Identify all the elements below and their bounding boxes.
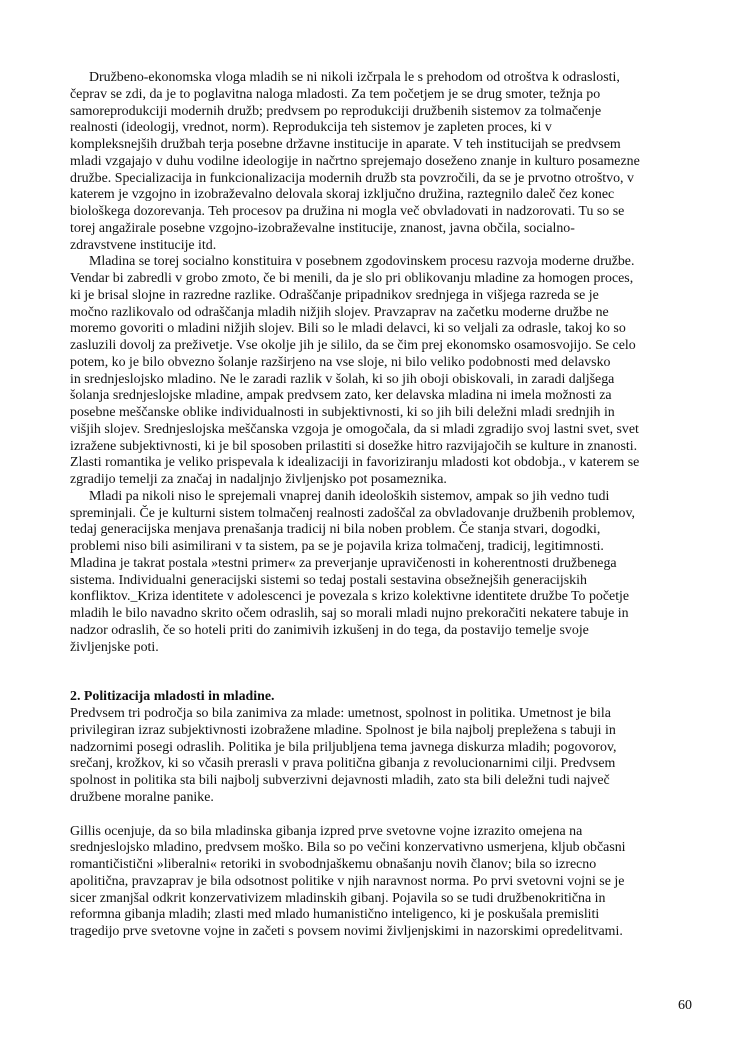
text-line: nadzor odraslih, če so hoteli priti do zanimivih izkušenj in do tega, da postavijo temelje svoje [70, 622, 589, 638]
text-line: samoreprodukciji modernih družb; predvsem po reprodukciji družbenih sistemov za tolmačenje [70, 103, 602, 119]
text-line: problemi niso bili asimilirani v ta sistem, pa se je pojavila kriza tolmačenj, tradicij, legitimnosti. [70, 539, 604, 554]
text-line: Zlasti romantika je veliko prispevala k idealizaciji in favoriziranju mladosti kot obdobja., v katerem se [70, 455, 640, 471]
text-line: družbene moralne panike. [70, 789, 214, 805]
text-line: apolitična, pravzaprav je bila odsotnost politike v njih naravnost norma. Po prvi svetovni vojni se je [70, 873, 625, 889]
text-line: Vendar bi zabredli v grobo zmoto, če bi menili, da je slo pri oblikovanju mladine za homogen proces, [70, 271, 634, 286]
section-heading: 2. Politizacija mladosti in mladine. [70, 689, 275, 705]
text-line: kompleksnejših družbah terja posebne državne institucije in aparate. V teh institucijah se predvsem [70, 137, 621, 152]
text-line: čeprav se zdi, da je to poglavitna naloga mladosti. Za tem početjem je se drug smoter, težnja po [70, 86, 601, 102]
text-line: Mladina se torej socialno konstituira v posebnem zgodovinskem procesu razvoja moderne družbe. [89, 254, 635, 270]
section-paragraph-2 [70, 824, 692, 941]
text-line: Gillis ocenjuje, da so bila mladinska gibanja izpred prve svetovne vojne izrazito omejena na [70, 823, 583, 839]
text-line: izražene subjektivnosti, ki je bil sposoben prilastiti si dosežke hitro razvijajočih se kulture in znanosti. [70, 438, 638, 454]
text-line: Družbeno-ekonomska vloga mladih se ni nikoli izčrpala le s prehodom od otroštva k odraslosti, [89, 70, 620, 85]
page-body [70, 70, 692, 941]
text-line: torej angažirale posebne vzgojno-izobraževalne institucije, znanost, javna občila, socialno- [70, 220, 575, 236]
text-line: višjih slojev. Srednjeslojska meščanska vzgoja je omogočala, da si mladi zgradijo svoj lastni svet, svet [70, 421, 639, 437]
text-line: sistema. Individualni generacijski sistemi so tedaj postali sestavina obsežnejših generacijskih [70, 572, 587, 588]
section-spacer [70, 656, 692, 689]
text-line: zgradijo temelji za značaj in nadaljnjo življenjsko pot posameznika. [70, 472, 447, 487]
text-line: spreminjali. Če je kulturni sistem tolmačenj realnosti zadoščal za obvladovanje družbenih problemov, [70, 505, 635, 521]
text-line: posebne meščanske oblike individualnosti in subjektivnosti, ki so jih bili deležni mladi srednjih in [70, 405, 615, 420]
text-line: spolnost in politika sta bili najbolj subverzivni dejavnosti mladih, zato sta bili deležni tudi največ [70, 773, 610, 788]
paragraph-3 [70, 489, 692, 657]
text-line: sicer zmanjšal odkrit konzervativizem mladinskih gibanj. Pojavila so se tudi družbenokritična in [70, 890, 606, 906]
text-line: Mladi pa nikoli niso le sprejemali vnaprej danih ideoloških sistemov, ampak so jih vedno tudi [89, 488, 610, 504]
text-line: zdravstvene institucije itd. [70, 237, 217, 253]
page-number: 60 [678, 998, 692, 1013]
text-line: srednjeslojsko mladino, predvsem moško. Bila so po večini konzervativno usmerjena, kljub občasni [70, 840, 626, 856]
text-line: tragedijo prve svetovne vojne in začeti s povsem novimi življenjskimi in nazorskimi opredelitvami. [70, 924, 623, 939]
text-line: moremo govoriti o mladini nižjih slojev. Bili so le mladi delavci, ki so veljali za odrasle, takoj ko so [70, 321, 626, 337]
text-line: potem, ko je bilo obvezno šolanje razširjeno na vse sloje, ni bilo veliko podobnosti med delavsko [70, 354, 611, 370]
text-line: biološkega dozorevanja. Teh procesov pa družina ni mogla več obvladovati in nadzorovati. Tu so se [70, 204, 625, 219]
text-line: mladi vzgajajo v duhu vodilne ideologije in načrtno sprejemajo doseženo znanje in kulturo posamezne [70, 153, 640, 169]
text-line: življenjske poti. [70, 639, 159, 655]
text-line: srečanj, krožkov, ki so včasih prerasli v prava politična gibanja z revolucionarnimi cilji. Predvsem [70, 756, 616, 772]
text-line: nadzornimi posegi odraslih. Politika je bila priljubljena tema javnega diskurza mladih; pogovorov, [70, 739, 617, 755]
section-paragraph-1 [70, 706, 692, 807]
paragraph-spacer [70, 807, 692, 824]
text-line: zasluzili dovolj za preživetje. Vse okolje jih je sililo, da se čim prej ekonomsko osamosvojijo. Se celo [70, 338, 636, 353]
text-line: Predvsem tri področja so bila zanimiva za mlade: umetnost, spolnost in politika. Umetnost je bila [70, 706, 611, 721]
text-line: privilegiran izraz subjektivnosti izobražene mladine. Spolnost je bila najbolj prepležena s tabuji in [70, 722, 616, 738]
text-line: in srednjeslojsko mladino. Ne le zaradi razlik v šolah, ki so jih oboji obiskovali, in zaradi daljšega [70, 371, 615, 387]
text-line: tedaj generacijska menjava prenašanja tradicij ni bila noben problem. Če stanja stvari, dogodki, [70, 522, 601, 538]
text-line: Mladina je takrat postala »testni primer« za preverjanje upravičenosti in koherentnosti družbenega [70, 555, 617, 571]
text-line: šolanja srednjeslojske mladine, ampak predvsem zato, ker delavska mladina ni imela možnosti za [70, 388, 612, 404]
paragraph-1 [70, 70, 692, 254]
text-line: ki je brisal slojne in razredne razlike. Odraščanje pripadnikov srednjega in višjega razreda se je [70, 287, 599, 303]
text-line: romantičistični »liberalni« retoriki in svobodnjaškemu obnašanju novih članov; bila so izrecno [70, 857, 597, 872]
text-line: realnosti (ideologij, vrednot, norm). Reprodukcija teh sistemov je zapleten proces, ki v [70, 120, 552, 136]
text-line: konfliktov._Kriza identitete v adolescenci je povezala s krizo kolektivne identitete družbe To početje [70, 589, 630, 605]
text-line: močno razlikovalo od odraščanja mladih nižjih slojev. Pravzaprav na začetku moderne družbe ne [70, 304, 609, 320]
text-line: mladih le bilo navadno skrito očem odraslih, saj so morali mladi nujno prekoračiti nekatere tabuje in [70, 606, 629, 621]
paragraph-2 [70, 254, 692, 489]
text-line: družbe. Specializacija in funkcionalizacija modernih družb sta povzročili, da se je prvotno otroštvo, v [70, 170, 634, 186]
text-line: reformna gibanja mladih; zlasti med mlado humanistično inteligenco, ki je poskušala premisliti [70, 907, 600, 923]
text-line: katerem je vzgojno in izobraževalno delovala skoraj izključno družina, raztegnilo daleč čez konec [70, 187, 615, 203]
